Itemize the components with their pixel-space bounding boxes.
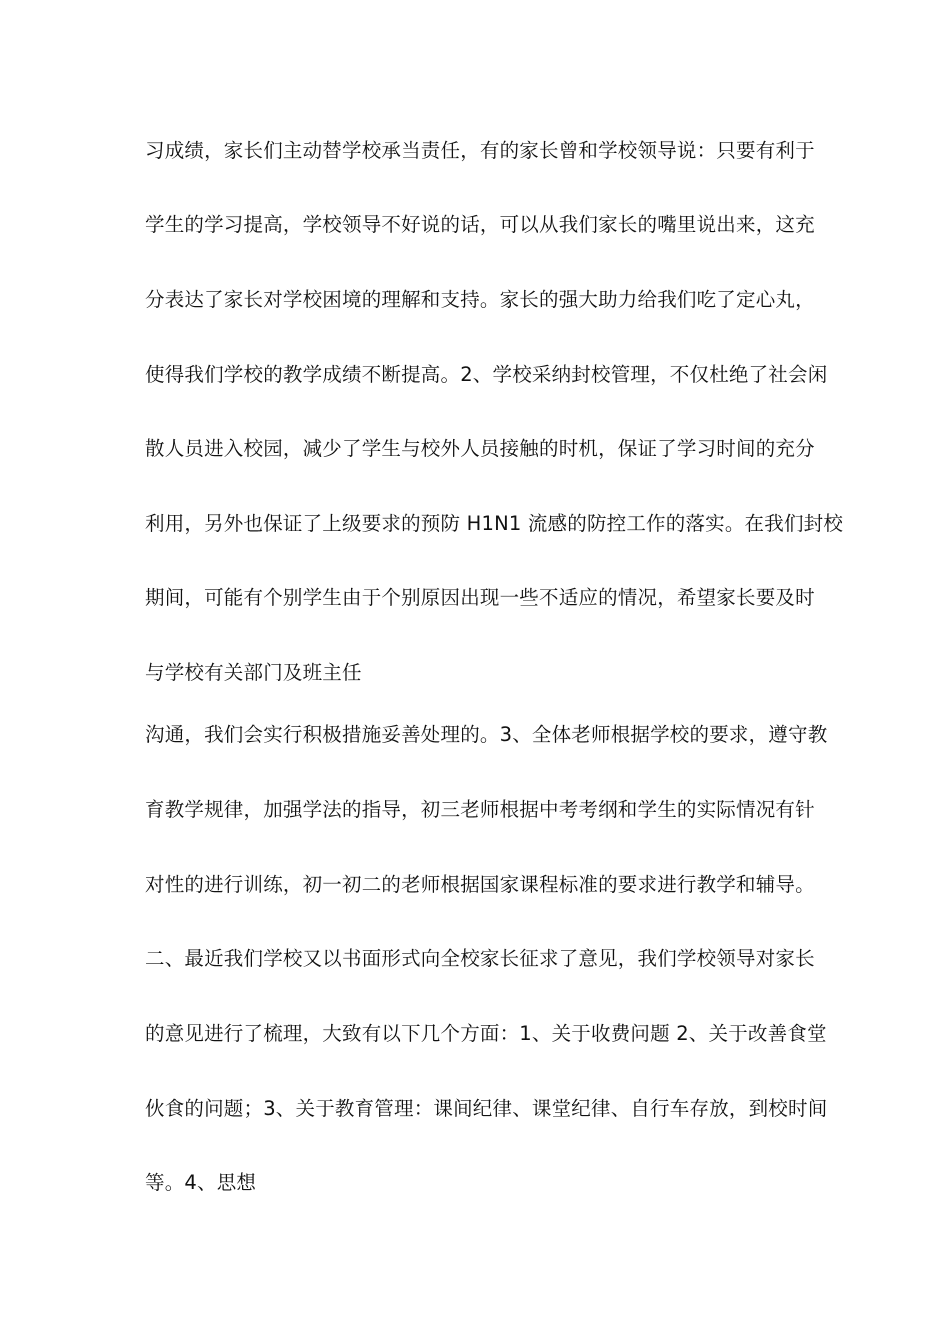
text-line: 育教学规律，加强学法的指导，初三老师根据中考考纲和学生的实际情况有针: [145, 798, 815, 821]
text-line: 等。4、思想: [145, 1171, 257, 1194]
text-line: 习成绩，家长们主动替学校承当责任，有的家长曾和学校领导说：只要有利于: [145, 139, 815, 162]
text-line: 学生的学习提高，学校领导不好说的话，可以从我们家长的嘴里说出来，这充: [145, 213, 815, 236]
text-line: 与学校有关部门及班主任: [145, 661, 362, 684]
text-line: 使得我们学校的教学成绩不断提高。2、学校采纳封校管理，不仅杜绝了社会闲: [145, 363, 828, 386]
text-line: 伙食的问题；3、关于教育管理：课间纪律、课堂纪律、自行车存放，到校时间: [145, 1097, 828, 1120]
text-line: 的意见进行了梳理，大致有以下几个方面：1、关于收费问题 2、关于改善食堂: [145, 1022, 827, 1045]
text-line: 散人员进入校园，减少了学生与校外人员接触的时机，保证了学习时间的充分: [145, 437, 815, 460]
text-line: 利用，另外也保证了上级要求的预防 H1N1 流感的防控工作的落实。在我们封校: [145, 512, 844, 535]
text-line: 沟通，我们会实行积极措施妥善处理的。3、全体老师根据学校的要求，遵守教: [145, 723, 828, 746]
text-line: 期间，可能有个别学生由于个别原因出现一些不适应的情况，希望家长要及时: [145, 586, 815, 609]
text-line: 二、最近我们学校又以书面形式向全校家长征求了意见，我们学校领导对家长: [145, 947, 815, 970]
text-line: 对性的进行训练，初一初二的老师根据国家课程标准的要求进行教学和辅导。: [145, 873, 815, 896]
text-line: 分表达了家长对学校困境的理解和支持。家长的强大助力给我们吃了定心丸，: [145, 288, 815, 311]
